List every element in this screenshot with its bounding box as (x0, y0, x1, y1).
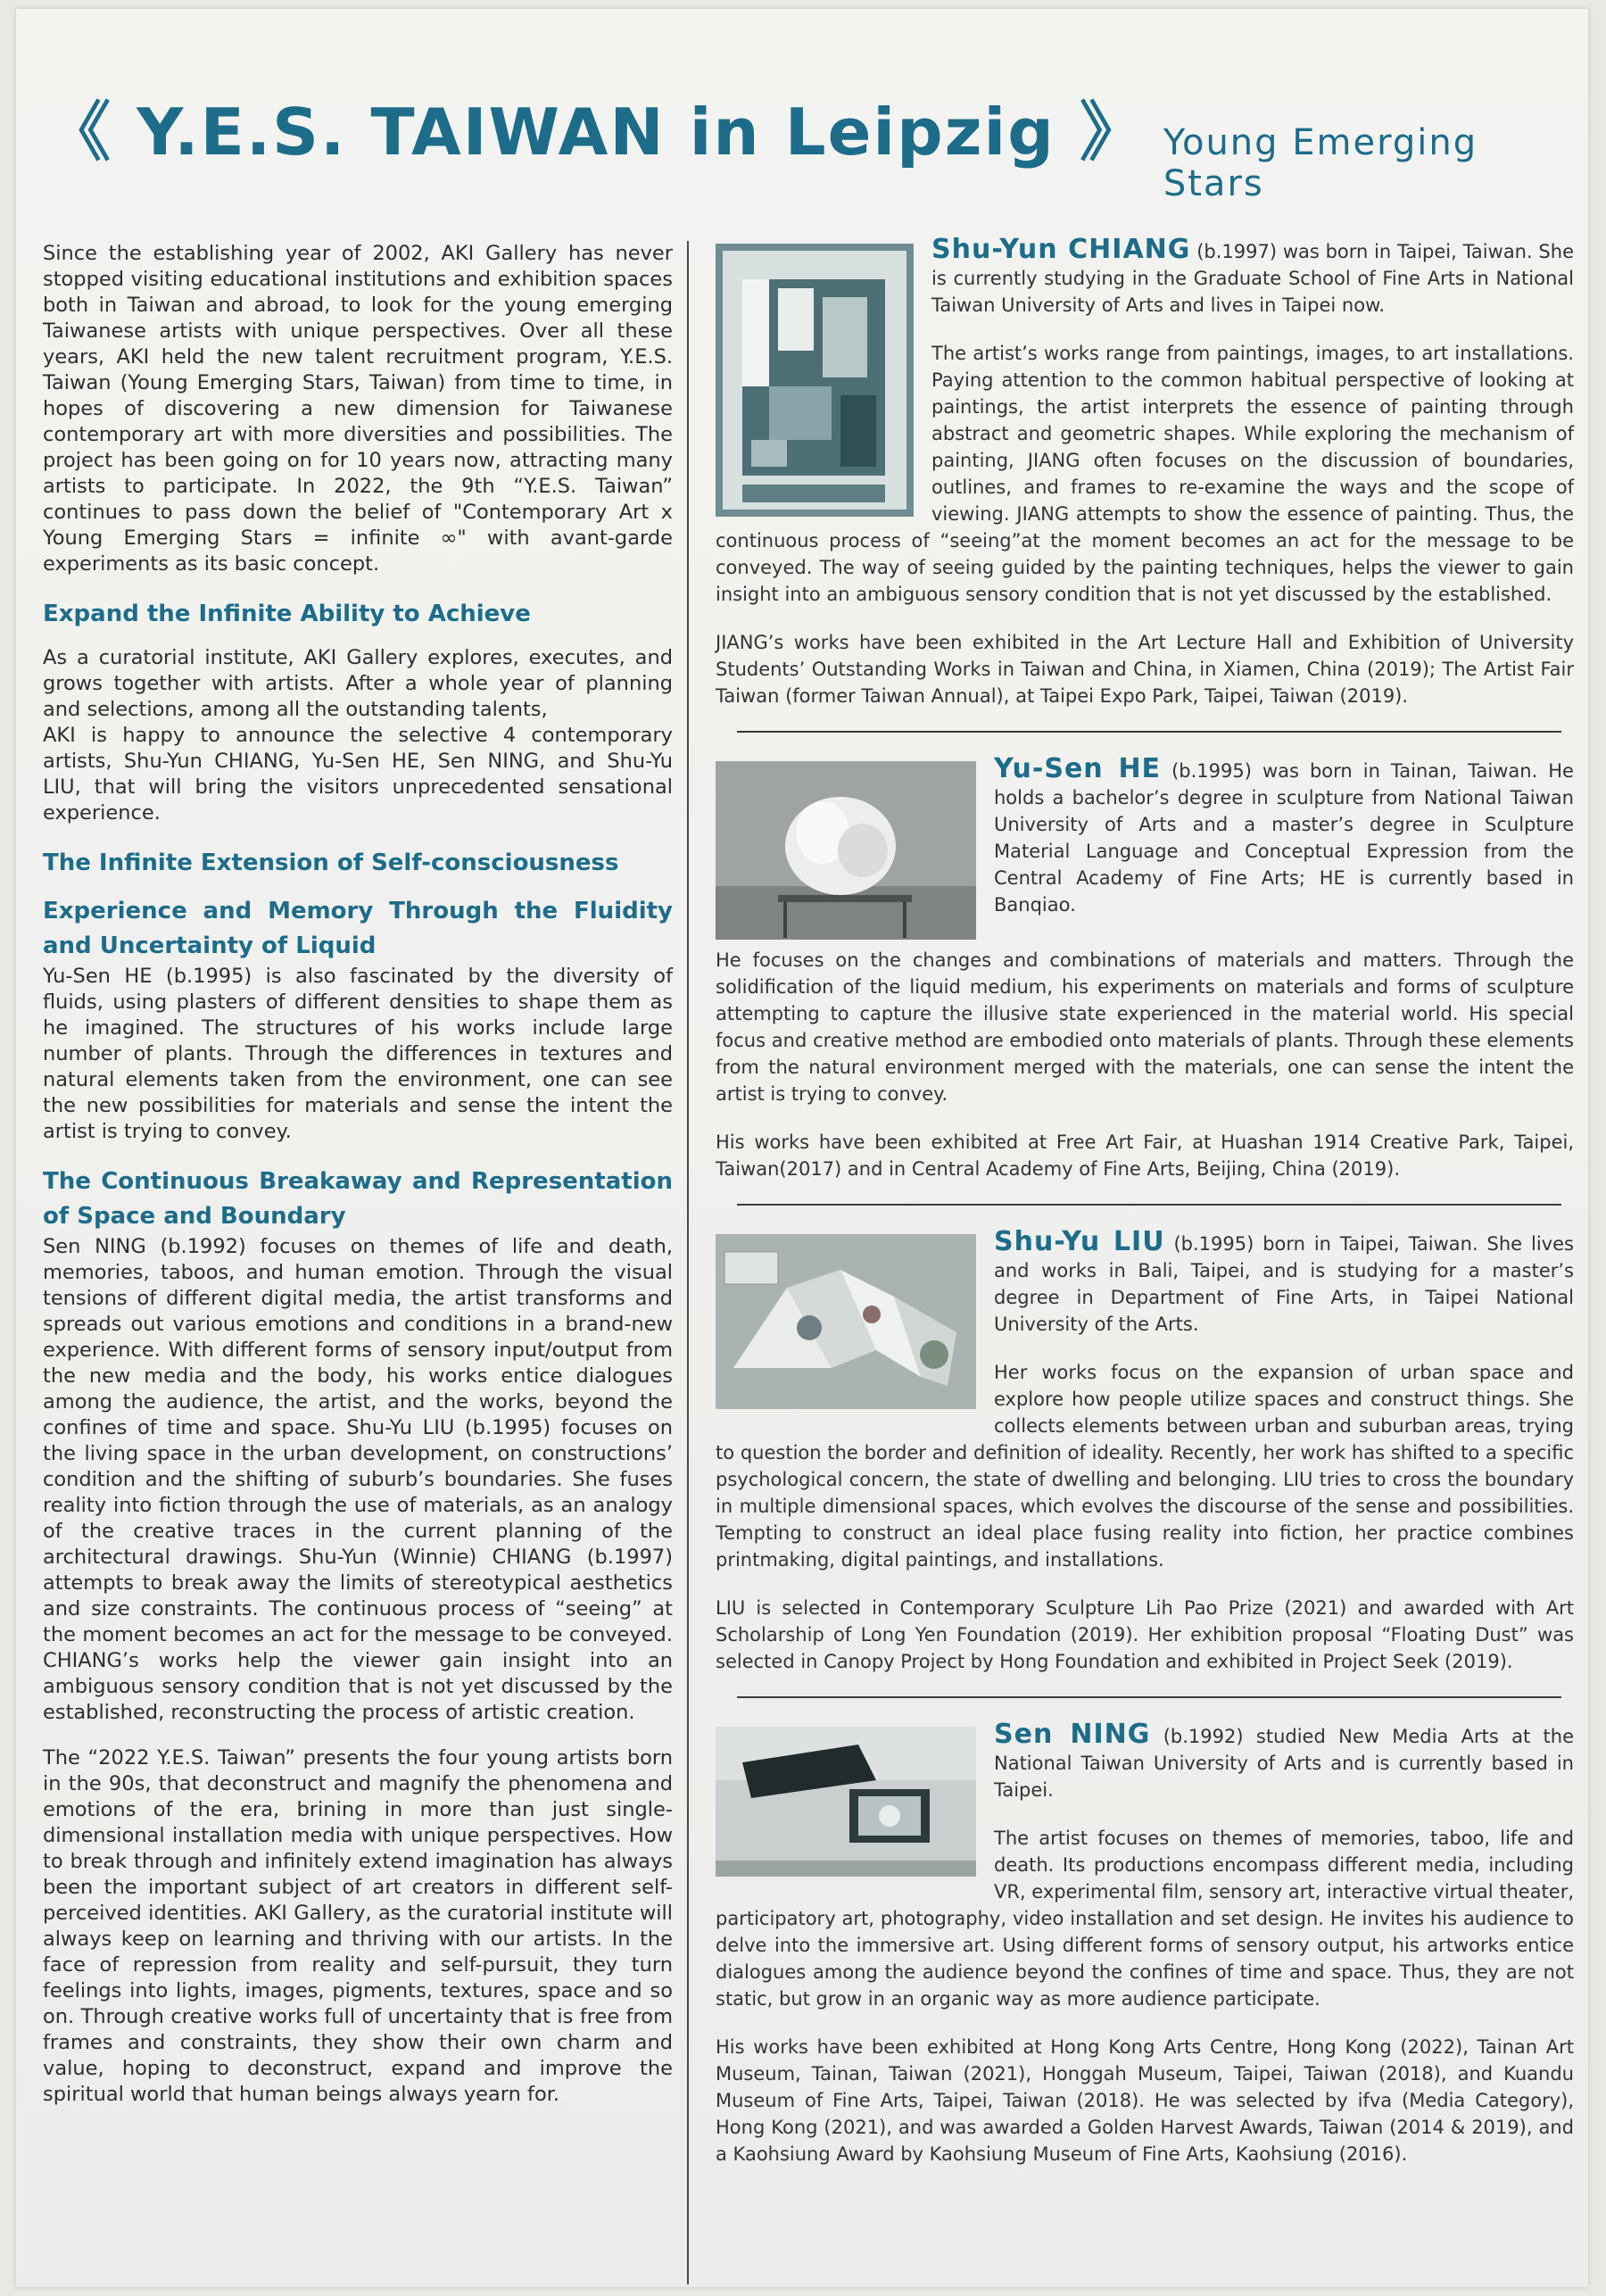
chiang-name: Shu-Yun CHIANG (931, 234, 1191, 265)
artist-he (716, 753, 1574, 1182)
document-page (16, 9, 1588, 2287)
artist-chiang (716, 236, 1574, 709)
liu-bio: born in Taipei, Taiwan. She lives and works in Bali, Taipei, and is studying for a master’s degree in Department of Fine Arts, in Taipei National University of the Arts. (994, 1233, 1574, 1335)
closing-paragraph: The “2022 Y.E.S. Taiwan” presents the four young artists born in the 90s, that deconstruct and magnify the phenomena and emotions of the era, brining in more than just single-dimensional installation media with unique perspectives. How to break through and infinitely extend imagination has always been the important subject of art creators in different self-perceived identities. AKI Gallery, as the curatorial institute will always keep on learning and thriving with our artists. In the face of repression from reality and self-pursuit, they turn feelings into lights, images, pigments, textures, space and so on. Through creative works full of uncertainty that is free from frames and constraints, they show their own charm and value, hoping to deconstruct, expand and improve the spiritual world that human beings always yearn for. (43, 1746, 673, 2106)
liu-paragraph-2: LIU is selected in Contemporary Sculpture Lih Pao Prize (2021) and awarded with Art Scholarship of Long Yen Foundation (2019). Her exhibition proposal “Floating Dust” was selected in Canopy Project by Hong Foundation and exhibited in Project Seek (2019). (716, 1597, 1574, 1672)
he-birth: (b.1995) (1171, 760, 1252, 782)
he-name: Yu-Sen HE (994, 753, 1162, 784)
he-paragraph-2: His works have been exhibited at Free Art Fair, at Huashan 1914 Creative Park, Taipei, Taiwan(2017) and in Central Academy of Fine Arts, Beijing, China (2019). (716, 1131, 1574, 1180)
chiang-birth: (b.1997) (1196, 241, 1278, 262)
chiang-artwork-image (716, 244, 914, 517)
he-paragraph-1: He focuses on the changes and combinations of materials and matters. Through the solidification of the liquid medium, his experiments on materials and forms of sculpture attempting to capture the illusive state experienced in the material world. His special focus and creative method are embodied onto materials of plants. Through these elements from the natural environment merged with the materials, one can sense the intent the artist is trying to convey. (716, 949, 1574, 1105)
section-divider-2 (737, 1204, 1561, 1206)
intro-paragraph: Since the establishing year of 2002, AKI Gallery has never stopped visiting educational institutions and exhibition spaces both in Taiwan and abroad, to look for the young emerging Taiwanese artists with unique perspectives. Over all these years, AKI held the new talent recruitment program, Y.E.S. Taiwan (Young Emerging Stars, Taiwan) from time to time, in hopes of discovering a new dimension for Taiwanese contemporary art with more diversities and possibilities. The project has been going on for 10 years now, attracting many artists to participate. In 2022, the 9th “Y.E.S. Taiwan” continues to pass down the belief of "Contemporary Art x Young Emerging Stars = infinite ∞" with avant-garde experiments as its basic concept. (43, 242, 673, 576)
section-divider-3 (737, 1696, 1561, 1698)
chiang-bio: was born in Taipei, Taiwan. She is currently studying in the Graduate School of Fine Arts in National Taiwan University of Arts and lives in Taipei now. (931, 241, 1574, 316)
chiang-paragraph-1: The artist’s works range from paintings, images, to art installations. Paying attention to the common habitual perspective of looking at paintings, the artist interprets the essence of painting through abstract and geometric shapes. While exploring the mechanism of painting, JIANG often focuses on the discussion of boundaries, outlines, and frames to re-examine the ways and the scope of viewing. JIANG attempts to show the essence of painting. Thus, the continuous process of “seeing”at the moment becomes an act for the message to be conveyed. The way of seeing guided by the painting techniques, helps the viewer to gain insight into an ambiguous sensory condition that is not yet discussed by the established. (716, 343, 1574, 605)
page-title: 《 Y.E.S. TAIWAN in Leipzig 》 (46, 95, 1146, 170)
expand-paragraph-2: AKI is happy to announce the selective 4 contemporary artists, Shu-Yun CHIANG, Yu-Sen HE, Sen NING, and Shu-Yu LIU, that will bring the visitors unprecedented sensational experience. (43, 724, 673, 825)
ning-birth: (b.1992) (1163, 1726, 1244, 1747)
liu-paragraph-1: Her works focus on the expansion of urban space and explore how people utilize spaces and construct things. She collects elements between urban and suburban areas, trying to question the border and definition of ideality. Recently, her work has shifted to a specific psychological concern, the state of dwelling and belonging. LIU tries to cross the boundary in multiple dimensional spaces, which evolves the discourse of the sense and possibilities. Tempting to construct an ideal place fusing reality into fiction, her practice combines printmaking, digital paintings, and installations. (716, 1362, 1574, 1571)
page-header (46, 80, 1581, 204)
right-column (716, 236, 1574, 2189)
ning-artwork-image (716, 1727, 976, 1877)
ning-paragraph-1: The artist focuses on themes of memories, taboo, life and death. Its productions encompass different media, including VR, experimental film, sensory art, interactive virtual theater, participatory art, photography, video installation and set design. He invites his audience to delve into the immersive art. Using different forms of sensory output, his artworks entice dialogues among the audience beyond the confines of time and space. Thus, they are not static, but grow in an organic way as more audience participate. (716, 1828, 1575, 2010)
liu-name: Shu-Yu LIU (994, 1226, 1165, 1257)
page-subtitle: Young Emerging Stars (1163, 122, 1478, 204)
he-artwork-image (716, 761, 976, 940)
space-paragraph: Sen NING (b.1992) focuses on themes of life and death, memories, taboos, and human emotion. Through the visual tensions of different digital media, the artist transforms and spreads out various emotions and conditions in a brand-new experience. With different forms of sensory input/output from the new media and the body, his works entice dialogues among the audience, the artist, and the works, beyond the confines of time and space. Shu-Yu LIU (b.1995) focuses on the living space in the urban development, on constructions’ condition and the shifting of suburb’s boundaries. She fuses reality into fiction through the use of materials, as an analogy of the creative traces in the current planning of the architectural drawings. Shu-Yun (Winnie) CHIANG (b.1997) attempts to break away the limits of stereotypical aesthetics and size constraints. The continuous process of “seeing” at the moment becomes an act for the message to be conveyed. CHIANG’s works help the viewer gain insight into an ambiguous sensory condition that is not yet discussed by the established, reconstructing the process of artistic creation. (43, 1235, 673, 1724)
section-divider-1 (737, 731, 1561, 733)
ning-bio: studied New Media Arts at the National Taiwan University of Arts and is currently based in Taipei. (994, 1726, 1574, 1801)
column-divider (687, 241, 689, 2284)
he-bio: was born in Tainan, Taiwan. He holds a bachelor’s degree in sculpture from National Taiwan University of Arts and a master’s degree in Sculpture Material Language and Conceptual Expression from the Central Academy of Fine Arts; HE is currently based in Banqiao. (994, 760, 1574, 916)
left-column (43, 241, 673, 2127)
ning-paragraph-2: His works have been exhibited at Hong Kong Arts Centre, Hong Kong (2022), Tainan Art Museum, Tainan, Taiwan (2021), Honggah Museum, Taipei, Taiwan (2018), and Kuandu Museum of Fine Arts, Taipei, Taiwan (2018). He was selected by ifva (Media Category), Hong Kong (2021), and was awarded a Golden Harvest Awards, Taiwan (2014 & 2019), and a Kaohsiung Award by Kaohsiung Museum of Fine Arts, Kaohsiung (2016). (716, 2036, 1574, 2165)
heading-self-consciousness: The Infinite Extension of Self-consciousness (43, 850, 619, 876)
liu-artwork-image (716, 1234, 976, 1409)
ning-name: Sen NING (994, 1719, 1151, 1750)
artist-liu (716, 1226, 1574, 1675)
heading-expand: Expand the Infinite Ability to Achieve (43, 601, 531, 627)
heading-liquid: Experience and Memory Through the Fluidity and Uncertainty of Liquid (43, 898, 673, 959)
artist-ning (716, 1721, 1574, 2168)
liu-birth: (b.1995) (1173, 1233, 1254, 1255)
liquid-paragraph: Yu-Sen HE (b.1995) is also fascinated by the diversity of fluids, using plasters of different densities to shape them as he imagined. The structures of his works include large number of plants. Through the differences in textures and natural elements taken from the environment, one can see the new possibilities for materials and sense the intent the artist is trying to convey. (43, 965, 673, 1143)
chiang-paragraph-2: JIANG’s works have been exhibited in the Art Lecture Hall and Exhibition of University Students’ Outstanding Works in Taiwan and China, in Xiamen, China (2019); The Artist Fair Taiwan (former Taiwan Annual), at Taipei Expo Park, Taipei, Taiwan (2019). (716, 632, 1574, 707)
heading-space-boundary: The Continuous Breakaway and Representation of Space and Boundary (43, 1168, 673, 1230)
expand-paragraph-1: As a curatorial institute, AKI Gallery explores, executes, and grows together with artists. After a whole year of planning and selections, among all the outstanding talents, (43, 646, 673, 721)
